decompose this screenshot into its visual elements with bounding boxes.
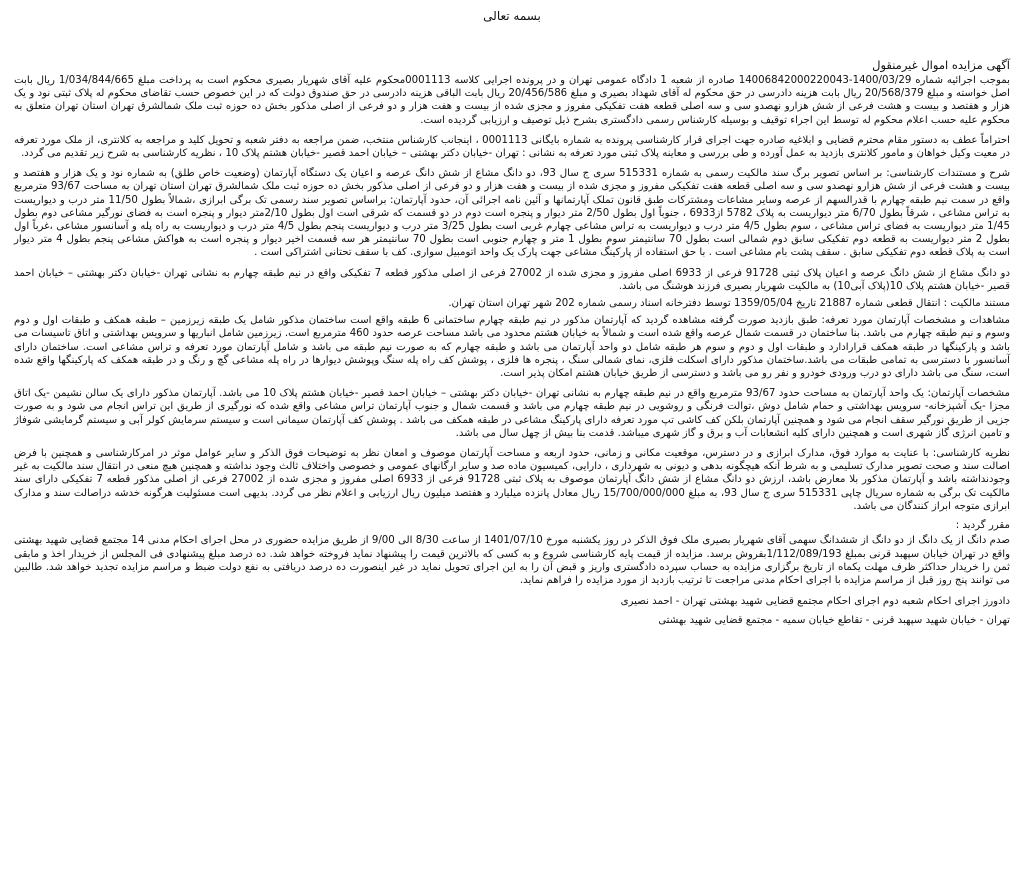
paragraph-execution-order: بموجب اجرائیه شماره 1400/03/29-14006842000220043 صادره از شعبه 1 دادگاه عمومی تهران و در پرونده اجرایی کلاسه 0001113محکوم علیه آقای شهریار بصیری محکوم است به پرداخت مبلغ 1/034/844/665 ریال بابت اصل خواسته و مبلغ 20/568/379 ریال بابت هزینه دادرسی در حق محکوم له آقای شهداد بصیری و مبلغ 20/456/586 ریال بابت الباقی هزینه دادرسی در حق صندوق دولت که در این خصوص حسب تقاضای محکوم له پلاک ثبتی نود و یک هزار و هفتصد و بیست و هشت فرعی از شش هزارو نهصدو سی و سه اصلی قطعه هفت تفکیکی مفروز و مجزی شده از بیست و هفت هزار و دو فرعی از اصلی مذکور بخش ده حوزه ثبت ملک شمالشرق تهران استان تهران متعلق به محکوم علیه حسب اعلام محکوم له توسط این اجراء توقیف و بوسیله کارشناس رسمی دادگستری بشرح ذیل توصیف و ارزیابی گردیده است. [14,75,1010,126]
paragraph-auction-terms: صدم دانگ از یک دانگ از دو دانگ از ششدانگ سهمی آقای شهریار بصیری ملک فوق الذکر در روز یکشنبه مورخ 1401/07/10 از ساعت 8/30 الی 9/00 از طریق مزایده حضوری در محل اجرای احکام مدنی 14 مجتمع قضایی شهید بهشتی واقع در تهران خیابان سپهبد قرنی بمبلغ 1/112/089/193بفروش برسد. مزایده از قیمت پایه کارشناسی شروع و به کسی که بالاترین قیمت را پیشنهاد نماید فروخته خواهد شد. ده درصد مبلغ پیشنهادی فی المجلس از خریدار اخذ و مابقی ثمن را خریدار حداکثر ظرف مهلت یکماه از تاریخ برگزاری مزایده به حساب سپرده دادگستری واریز و قبض آن را به این اجرای تحویل نماید در غیر اینصورت ده درصد دریافتی به نفع دولت ضبط و مراسم مزایده تجدید خواهد شد. طالبین می توانند پنج روز قبل از مراسم مزایده با اجرای احکام مدنی مراجعت تا ترتیب بازدید از مورد مزایده را فراهم نماید. [14,535,1011,586]
paragraph-property-share: دو دانگ مشاع از شش دانگ عرصه و اعیان پلاک ثبتی 91728 فرعی از 6933 اصلی مفروز و مجزی شده از 27002 فرعی از اصلی مذکور قطعه 7 تفکیکی واقع در نیم طبقه چهارم به نشانی تهران -خیابان دکتر بهشتی – خیابان احمد قصیر -خیابان هشتم پلاک 10(پلاک آبی10) به مالکیت شهریار بصیری فرزند هوشنگ می باشد. [14,267,1011,292]
signature-line: دادورز اجرای احکام شعبه دوم اجرای احکام مجتمع قضایی شهید بهشتی تهران - احمد نصیری [620,596,1010,608]
paragraph-expert-description: شرح و مستندات کارشناسی: بر اساس تصویر برگ سند مالکیت رسمی به شماره 515331 سری ج سال 93، دو دانگ مشاع از شش دانگ عرصه و اعیان یک دستگاه آپارتمان (وضعیت خاص طلق) به شماره نود و یک هزار و هفتصد و بیست و هشت فرعی از شش هزارو نهصدو سی و سه اصلی قطعه هفت تفکیکی مفروز و مجزی شده از بیست و هفت هزار و دو فرعی از اصلی مذکور بخش ده حوزه ثبت ملک شمالشرق تهران استان تهران به مساحت 93/67 مترمربع واقع در سمت نیم طبقه چهارم با قدرالسهم از عرصه وسایر مشاعات ومشترکات طبق قانون تملک آپارتمانها و آئین نامه اجرائی آن، حدود آپارتمان: براساس تصویر سند رسمی تک برگی ابرازی ،شمالاً بطول 11/50 متر درب و دیواریست به تراس مشاعی ، شرقاً بطول 6/70 متر دیواریست به پلاک 5782 از6933 ، جنوباً اول بطول 2/50 متر دیوار و پنجره است دوم در دو قسمت که شرقی است اول بطول 2/10متر دیوار و پنجره است به فضای نورگیر مشاعی دوم بطول 1/45 متر دیواریست به فضای تراس مشاعی ، سوم بطول 4/5 متر درب و دیواریست به تراس مشاعی چهارم غربی است بطول 3/25 متر درب و دیواریست پنجم بطول 4/5 متر درب و دیواریست به راه پله و آسانسور مشاعی ،غرباً اول بطول 2 متر دیواریست به قطعه دوم تفکیکی سابق دوم شمالی است بطول 70 سانتیمتر سوم بطول 1 متر و چهارم جنوبی است بطول 70 سانتیمتر هر سه قسمت اخیر دیوار و پنجره است به هواکش مشاعی پنجم بطول 4 متر دیوار است به پلاک قطعه دوم تفکیکی سابق . سقف پشت بام مشاعی است . با حق استفاده از پارکینگ مشاعی جهت پارک یک واحد اتومبیل سواری. کف با سقف تحتانی اشتراکی است . [14,168,1011,259]
paragraph-expert-opinion: نظریه کارشناسی: با عنایت به موارد فوق، مدارک ابرازی و در دسترس، موقعیت مکانی و زمانی، حدود اربعه و مساحت آپارتمان موصوف و امعان نظر به توضیحات فوق الذکر و سایر عوامل موثر در امرکارشناسی و همچنین با فرض اصالت سند و صحت تصویر مدارک تسلیمی و به شرط آنکه هیچگونه بدهی و دیونی به شهرداری ، دارایی، کمیسیون ماده صد و سایر ارگانهای عمومی و خصوصی واختلاف ثالث وجود نداشته و همچنین هیچ منعی در انتقال سند مالکیت به غیر وجودنداشته باشد و آپارتمان مذکور بلا معارض باشد، ارزش دو دانگ مشاع از شش دانگ آپارتمان موصوف به پلاک ثبتی 91728 فرعی از 6933 اصلی مفروز و مجزی شده از 27002 فرعی از اصلی مذکور قطعه 7 تفکیکی دارای سند مالکیت تک برگی به شماره سریال چاپی 515331 سری ج سال 93، به مبلغ 15/700/000/000 ریال معادل پانزده میلیارد و هفتصد میلیون ریال ارزیابی و اعلام نظر می گردد. بدیهی است مسئولیت هرگونه خدشه دراصالت سند و مدارک ابرازی متوجه ابراز کنندگان می باشد. [14,448,1011,512]
document-header: بسمه تعالی [483,9,541,23]
document-title: آگهی مزایده اموال غیرمنقول [872,58,1010,72]
address-block [14,614,1010,627]
paragraph-expert-request: احتراماً عطف به دستور مقام محترم قضایی و ابلاغیه صادره جهت اجرای قرار کارشناسی پرونده به شماره بایگانی 0001113 ، اینجانب کارشناس منتخب، ضمن مراجعه به دفتر شعبه و تحویل کلید و مراجعه به کلانتری، از ملک مورد تعرفه در معیت وکیل خواهان و مامور کلانتری بازدید به عمل آورده و طی بررسی و معاینه پلاک ثبتی مورد تعرفه به نشانی : تهران -خیابان دکتر بهشتی – خیابان احمد قصیر -خیابان هشتم پلاک 10 ، نظریه کارشناسی به شرح زیر تقدیم می گردد. [14,134,1010,160]
paragraph-ownership-document: مستند مالکیت : انتقال قطعی شماره 21887 تاریخ 1359/05/04 توسط دفترخانه اسناد رسمی شماره 202 شهر تهران استان تهران. [448,298,1010,310]
decreed-label: مقرر گردید : [955,520,1010,532]
paragraph-apartment-specs: مشخصات آپارتمان: یک واحد آپارتمان به مساحت حدود 93/67 مترمربع واقع در نیم طبقه چهارم به نشانی تهران -خیابان دکتر بهشتی – خیابان احمد قصیر -خیابان هشتم پلاک 10 می باشد. آپارتمان مذکور دارای یک سالن نشیمن -یک اتاق مجزا -یک آشپزخانه- سرویس بهداشتی و حمام شامل دوش ،توالت فرنگی و روشویی در نیم طبقه چهارم می باشد و قسمت شمال و جنوب آپارتمان تراس مشاعی واقع شده که نورگیری از طریق این تراس انجام می شود و به صورت جزیی از طریق نورگیر سقف انجام می شود و همچنین آپارتمان بلکن کف کاشی تپ مورد تعرفه دارای پارکینگ مشاعی در طبقه همکف می باشد . پوشش کف آپارتمان سیمانی است و سیستم سرمایش کولر آبی و سیستم گرمایشی شوفاژ و تامین انرژی گاز شهری است و همچنین دارای کلیه انشعابات آب و برق و گاز شهری میباشد. قدمت بنا بیش از چهل سال می باشد. [14,388,1010,439]
paragraph-observations: مشاهدات و مشخصات آپارتمان مورد تعرفه: طبق بازدید صورت گرفته مشاهده گردید که آپارتمان مذکور در نیم طبقه چهارم ساختمانی 6 طبقه واقع است ساختمان مذکور شامل یک طبقه زیرزمین – طبقه همکف و طبقات اول و دوم وسوم و نیم طبقه چهارم می باشد. بنا ساختمان در قسمت شمال عرصه واقع شده است و شمالاً به خیابان هشتم محدود می باشد مساحت عرصه حدود 460 مترمربع است. زیرزمین شامل انباریها و سرویس بهداشتی و اتاق تاسیسات می باشد و پارکینگها در طبقه همکف قرارادارد و طبقات اول و دوم و سوم هر طبقه شامل دو واحد آپارتمان می باشد و طبقه چهارم که به صورت نیم طبقه می باشد و شامل آپارتمان مورد تعرفه و تراس مشاعی است. ساختمان دارای آسانسور با دسترسی به تمامی طبقات می باشد.ساختمان مذکور دارای اسکلت فلزی، نمای شمالی سنگ ، پنجره ها فلزی ، پوشش کف راه پله سنگ وپوشش دیوارها در راه پله مشاعی گچ و رنگ و در طبقه همکف که پارکینگها واقع شده است، سنگ می باشد دارای دو درب ورودی خودرو و نفر رو می باشد و دسترسی از طریق خیابان هشتم امکان پذیر است. [14,315,1011,380]
address-line: تهران - خیابان شهید سپهبد قرنی - تقاطع خیابان سمیه - مجتمع قضایی شهید بهشتی [658,615,1010,627]
